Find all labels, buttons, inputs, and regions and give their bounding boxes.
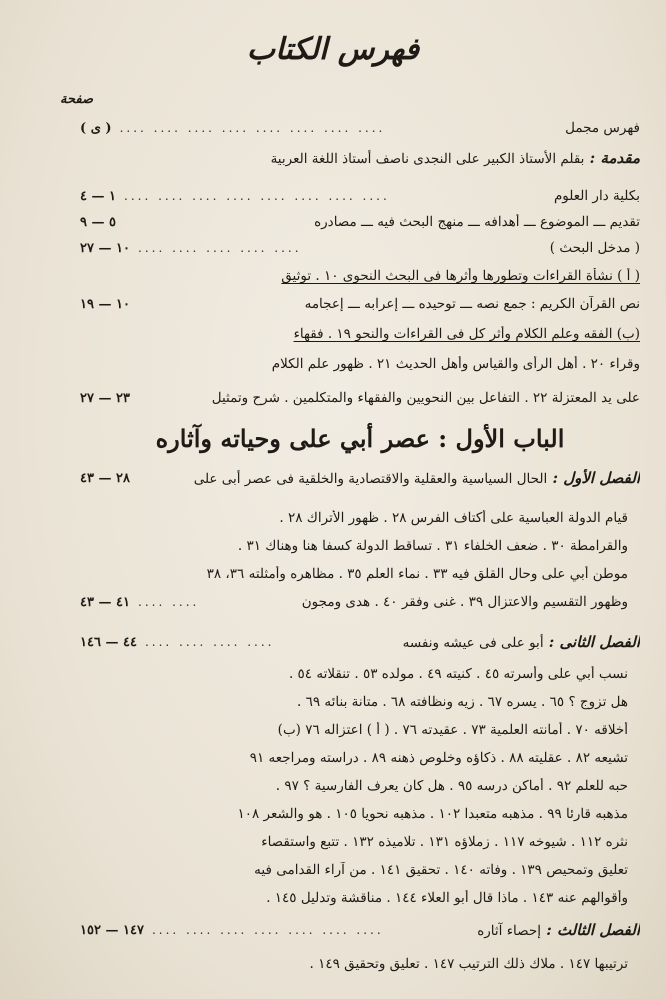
entry-description: ( أ ) نشأة القراءات وتطورها وأثرها فى البحث النحوى ١٠ . توثيق bbox=[281, 268, 640, 284]
page-range: ( ى ) bbox=[80, 120, 112, 136]
toc-entry-text bbox=[80, 806, 640, 822]
entry-description: حبه للعلم ٩٢ . أماكن درسه ٩٥ . هل كان يعرف الفارسية ؟ ٩٧ . bbox=[275, 778, 628, 794]
toc-entry-text bbox=[80, 666, 640, 682]
toc-entry bbox=[80, 506, 640, 530]
entry-description: تقديم ـــ الموضوع ـــ أهدافه ـــ منهج البحث فيه ـــ مصادره bbox=[314, 214, 640, 230]
toc-entry bbox=[80, 210, 640, 234]
toc-entry bbox=[80, 802, 640, 826]
toc-entry-text bbox=[124, 214, 640, 230]
toc-entry bbox=[80, 146, 640, 170]
toc-entry-text bbox=[138, 296, 640, 312]
toc-entry-text bbox=[80, 890, 640, 906]
toc-entry bbox=[80, 886, 640, 910]
toc-entry bbox=[80, 690, 640, 714]
page-title: فهرس الكتاب bbox=[246, 32, 420, 67]
toc-entry bbox=[80, 466, 640, 490]
toc-entry bbox=[80, 562, 640, 586]
entry-description: نثره ١١٢ . شيوخه ١١٧ . زملاؤه ١٣١ . تلاميذه ١٣٢ . تتبع واستقصاء bbox=[261, 834, 628, 850]
entry-description: أبو على فى عيشه ونفسه bbox=[402, 635, 544, 651]
page-range: ١ — ٤ bbox=[80, 188, 117, 204]
toc-entry-text bbox=[80, 510, 640, 526]
toc-entry-text bbox=[80, 862, 640, 878]
toc-entry bbox=[80, 264, 640, 288]
toc-entry-text bbox=[80, 956, 640, 972]
toc-entry bbox=[80, 322, 640, 346]
toc-entry-text bbox=[138, 469, 640, 487]
toc-entry bbox=[80, 858, 640, 882]
toc-entry bbox=[80, 918, 640, 942]
toc-entry-text bbox=[302, 240, 640, 256]
toc-entry bbox=[80, 386, 640, 410]
toc-entry bbox=[80, 830, 640, 854]
page-range: ٢٨ — ٤٣ bbox=[80, 470, 130, 486]
toc-entry-text bbox=[80, 566, 640, 582]
toc-entry bbox=[80, 352, 640, 376]
entry-description: موطن أبي على وحال القلق فيه ٣٣ . نماء العلم ٣٥ . مظاهره وأمثلته ٣٦، ٣٨ bbox=[206, 566, 628, 582]
section-label: الفصل الثانى : bbox=[543, 633, 640, 651]
toc-entry bbox=[80, 662, 640, 686]
toc-entry bbox=[80, 184, 640, 208]
toc-entry-text bbox=[390, 188, 640, 204]
entry-description: نسب أبي على وأسرته ٤٥ . كنيته ٤٩ . مولده ٥٣ . تنقلاته ٥٤ . bbox=[288, 666, 628, 682]
page-range: ١٠ — ٢٧ bbox=[80, 240, 130, 256]
entry-description: على يد المعتزلة ٢٢ . التفاعل بين النحويين والفقهاء والمتكلمين . شرح وتمثيل bbox=[211, 390, 640, 406]
entry-description: الحال السياسية والعقلية والاقتصادية والخلقية فى عصر أبى على bbox=[193, 471, 548, 487]
toc-entry bbox=[80, 746, 640, 770]
toc-entry-text bbox=[80, 834, 640, 850]
entry-description: بكلية دار العلوم bbox=[553, 188, 640, 204]
entry-description: قيام الدولة العباسية على أكتاف الفرس ٢٨ . ظهور الأتراك ٢٨ . bbox=[279, 510, 628, 526]
entry-description: بقلم الأستاذ الكبير على النجدى ناصف أستاذ اللغة العربية bbox=[270, 151, 585, 167]
page-column-label: صفحة bbox=[60, 92, 93, 107]
entry-description: فهرس مجمل bbox=[565, 120, 640, 136]
toc-entry-text bbox=[384, 921, 640, 939]
entry-description: هل تزوج ؟ ٦٥ . يسره ٦٧ . زيه ونظافته ٦٨ . متانة بنائه ٦٩ . bbox=[297, 694, 628, 710]
dot-leader: .... .... .... .... .... .... .... .... bbox=[124, 189, 390, 203]
entry-description: ( مدخل البحث ) bbox=[549, 240, 640, 256]
toc-entry-text bbox=[274, 633, 640, 651]
entry-description: تعليق وتمحيص ١٣٩ . وفاته ١٤٠ . تحقيق ١٤١ . من آراء القدامى فيه bbox=[254, 862, 628, 878]
page-range: ٢٣ — ٢٧ bbox=[80, 390, 130, 406]
page-range: ١٠ — ١٩ bbox=[80, 296, 130, 312]
page-range: ٤٤ — ١٤٦ bbox=[80, 634, 137, 650]
toc-entry bbox=[80, 534, 640, 558]
toc-entry-text bbox=[385, 120, 640, 136]
entry-description: نص القرآن الكريم : جمع نصه ـــ توحيده ـــ إعرابه ـــ إعجامه bbox=[304, 296, 640, 312]
chapter-heading: الباب الأول : عصر أبي على وحياته وآثاره bbox=[155, 424, 565, 453]
toc-entry-text bbox=[80, 722, 640, 738]
entry-description: وظهور التقسيم والاعتزال ٣٩ . غنى وفقر ٤٠ . هدى ومجون bbox=[301, 594, 628, 610]
dot-leader: .... .... .... .... bbox=[144, 635, 275, 649]
page-range: ٥ — ٩ bbox=[80, 214, 117, 230]
entry-description: تشيعه ٨٢ . عقليته ٨٨ . ذكاؤه وخلوص ذهنه ٨٩ . دراسته ومراجعه ٩١ bbox=[249, 750, 628, 766]
toc-entry-text bbox=[80, 750, 640, 766]
toc-entry bbox=[80, 630, 640, 654]
entry-description: أخلاقه ٧٠ . أمانته العلمية ٧٣ . عقيدته ٧٦ . ( أ ) اعتزاله ٧٦ (ب) bbox=[277, 722, 628, 738]
toc-entry bbox=[80, 236, 640, 260]
toc-entry-text bbox=[80, 356, 640, 372]
section-label: الفصل الأول : bbox=[547, 469, 640, 487]
toc-entry bbox=[80, 292, 640, 316]
toc-entry-text bbox=[80, 694, 640, 710]
toc-entry bbox=[80, 952, 640, 976]
toc-entry-text bbox=[80, 778, 640, 794]
toc-entry-text bbox=[199, 594, 640, 610]
section-label: الفصل الثالث : bbox=[540, 921, 640, 939]
toc-entry-text bbox=[138, 390, 640, 406]
toc-entry-text bbox=[80, 326, 640, 342]
entry-description: وأقوالهم عنه ١٤٣ . ماذا قال أبو العلاء ١٤٤ . مناقشة وتدليل ١٤٥ . bbox=[266, 890, 628, 906]
dot-leader: .... .... .... .... .... .... .... .... bbox=[119, 121, 386, 135]
section-label: مقدمة : bbox=[584, 149, 640, 167]
toc-entry-text bbox=[80, 538, 640, 554]
entry-description: والقرامطة ٣٠ . ضعف الخلفاء ٣١ . تساقط الدولة كسفا هنا وهناك ٣١ . bbox=[237, 538, 628, 554]
entry-description: (ب) الفقه وعلم الكلام وأثر كل فى القراءات والنحو ١٩ . فقهاء bbox=[293, 326, 640, 342]
toc-entry bbox=[80, 774, 640, 798]
entry-description: وقراء ٢٠ . أهل الرأى والقياس وأهل الحديث ٢١ . ظهور علم الكلام bbox=[271, 356, 640, 372]
toc-entry-text bbox=[80, 149, 640, 167]
toc-entry bbox=[80, 718, 640, 742]
dot-leader: .... .... bbox=[138, 595, 200, 609]
toc-entry bbox=[80, 590, 640, 614]
dot-leader: .... .... .... .... .... bbox=[138, 241, 302, 255]
entry-description: مذهبه قارئا ٩٩ . مذهبه متعبدا ١٠٢ . مذهبه نحويا ١٠٥ . هو والشعر ١٠٨ bbox=[237, 806, 628, 822]
page-range: ٤١ — ٤٣ bbox=[80, 594, 130, 610]
toc-entry-text bbox=[80, 268, 640, 284]
dot-leader: .... .... .... .... .... .... .... bbox=[151, 923, 384, 937]
toc-entry bbox=[80, 116, 640, 140]
page-range: ١٤٧ — ١٥٢ bbox=[80, 922, 144, 938]
entry-description: إحصاء آثاره bbox=[477, 923, 541, 939]
entry-description: ترتيبها ١٤٧ . ملاك ذلك الترتيب ١٤٧ . تعليق وتحقيق ١٤٩ . bbox=[309, 956, 628, 972]
